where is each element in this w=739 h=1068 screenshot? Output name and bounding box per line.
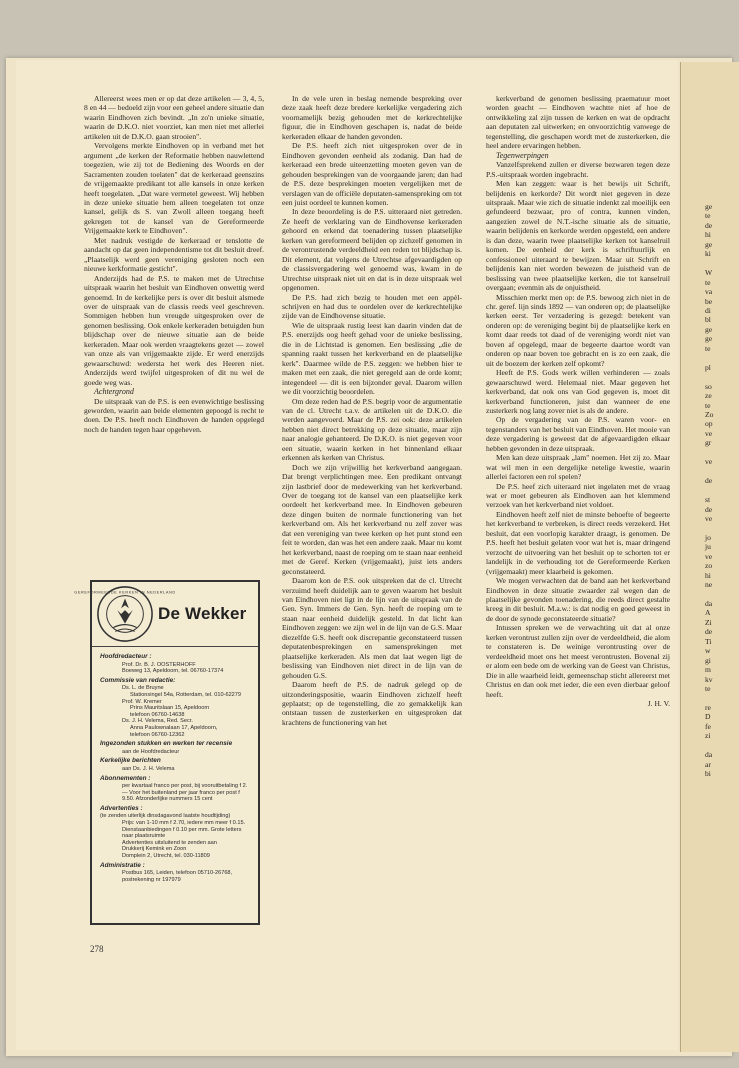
fragment: re: [705, 703, 711, 713]
fragment: w: [705, 646, 711, 656]
next-page-edge: [680, 62, 739, 1052]
fragment: ve: [705, 551, 713, 561]
fragment: jo: [705, 532, 711, 542]
paragraph: Wie de uitspraak rustig leest kan daarin vinden dat de P.S. enerzijds oog heeft gehad voor de unieke beslissing, die in de Lichtstad is genomen. Een beslissing „die de spanning raakt tussen het kerkverband en de plaatselijke kerk". Daarmee wilde de P.S. zeggen: we hebben hier te maken met een zaak, die niet geregeld aan de orde komt; integendeel — dit is een bijzonder geval. Daarom willen we dit voorzichtig beoordelen.: [282, 320, 462, 397]
fragment: be: [705, 296, 713, 306]
hoofdredacteur-heading: Hoofdredacteur :: [100, 653, 152, 660]
commissie-member-name: Prof. W. Kremer: [122, 698, 162, 705]
fragment: ve: [705, 513, 713, 523]
next-page-fragments: [705, 202, 713, 779]
paragraph: Allereerst wees men er op dat deze artikelen — 3, 4, 5, 8 en 44 — bedoeld zijn voor een geheel andere situatie dan waarin Eindhoven zich bevindt. „In zo'n unieke situatie, waarin de D.K.O. niet voorziet, kan men niet met allerlei artikelen uit de D.K.O. gaan strooien".: [84, 94, 264, 141]
commissie-member-name: Ds. J. H. Velema, Red. Secr.: [122, 718, 193, 725]
paragraph: In deze beoordeling is de P.S. uitteraard niet getreden. Ze heeft de verklaring van de Eindhovense kerkeraden gehoord en erkend dat toenadering tussen plaatselijke kerken van gereformeerd belijden op zichzelf genomen in de verontrustende verdeeldheid een reden tot blijdschap is. Dit element, dat volgens de Utrechtse afgevaardigden op de classisvergadering wel genoemd was, kwam in de Utrechtse uitspraak niet uit en dat is in deze uitspraak wel opgenomen.: [282, 207, 462, 293]
fragment: ge: [705, 334, 713, 344]
masthead-body: [92, 647, 258, 887]
fragment: Ti: [705, 636, 712, 646]
fragment: [705, 467, 713, 476]
abonnementen-heading: Abonnementen :: [100, 774, 151, 782]
fragment: op: [705, 419, 713, 429]
paragraph: kerkverband de genomen beslissing praematuur moet worden geacht — Eindhoven wachtte niet af hoe de ontwikkeling zal zijn tussen de kerken en wat de opdracht aan deputaten zal uitwerken; en onvoorzichtig vanwege de tegenstelling, die geschapen wordt met de zusterkerken, die heel andere ervaringen hebben.: [486, 94, 670, 151]
advertenties-price: Prijs: van 1-10 mm f 2.70, iedere mm meer f 0.15. Dienstaanbiedingen f 0.10 per mm. Grote letters naar plaatsruimte: [122, 820, 246, 840]
fragment: bi: [705, 769, 711, 779]
paragraph: Vanzelfsprekend zullen er diverse bezwaren tegen deze P.S.-uitspraak worden ingebracht.: [486, 160, 670, 179]
fragment: te: [705, 400, 711, 410]
kerkelijke-heading: Kerkelijke berichten: [100, 757, 161, 765]
paragraph: In de vele uren in beslag nemende bespreking over deze zaak heeft deze bredere kerkelijke vergadering zich voornamelijk bezig gehouden met de kerkrechtelijke figuur, die in Eindhoven geschapen is, nadat de beide kerkeraden elkaar de handen gevonden.: [282, 94, 462, 141]
fragment: [705, 741, 713, 750]
advertenties-note: Advertenties uitsluitend te zenden aan: [122, 839, 217, 846]
commissie-member-address: Stationsingel 54a, Rotterdam, tel. 010-62279: [130, 691, 242, 698]
paragraph: We mogen verwachten dat de band aan het kerkverband Eindhoven in deze situatie zwaarder zal wegen dan de plaatselijke gevonden toenadering, die reeds direct gestalte kreeg in dit besluit. M.a.w.: is dat nodig en goed geweest in de door de synode geconstateerde situatie?: [486, 576, 670, 623]
commissie-member-phone: telefoon 06760-14638: [130, 711, 185, 718]
fragment: te: [705, 684, 711, 694]
paragraph: Om deze reden had de P.S. begrip voor de argumentatie van de cl. Utrecht t.a.v. de artikelen uit de D.K.O. die werden aangevoerd. Maar de P.S. zei ook: deze artikelen hebben niet direct betrekking op deze situatie, maar zijn naar analogie gehanteerd. De D.K.O. is niet gegeven voor een situatie, waarin kerken in het binnenland elkaar erkennen als kerken van Christus.: [282, 396, 462, 463]
administratie-text: Postbus 165, Leiden, telefoon 05710-26768, postrekening nr 197979: [122, 870, 233, 883]
fragment: te: [705, 343, 711, 353]
fragment: ge: [705, 324, 713, 334]
masthead-title: De Wekker: [158, 604, 247, 623]
fragment: A: [705, 608, 711, 618]
fragment: de: [705, 504, 713, 514]
fragment: de: [705, 476, 713, 486]
fragment: va: [705, 287, 713, 297]
paragraph: Men kan deze uitspraak „lam" noemen. Het zij zo. Maar wat wil men in een dergelijke netelige kwestie, waarin allerlei factoren een rol spelen?: [486, 453, 670, 482]
fragment: hi: [705, 230, 711, 240]
paragraph: Heeft de P.S. Gods werk willen verhinderen — zoals gewaarschuwd werd. Helemaal niet. Maar gegeven het kerkverband, dat ook ons van God gegeven is, moet dit kerkverband functioneren, juist dan wanneer de ene zusterkerk nog lang zover niet is als de andere.: [486, 368, 670, 415]
fragment: ge: [705, 239, 713, 249]
paragraph: Daarom kon de P.S. ook uitspreken dat de cl. Utrecht verzuimd heeft duidelijk aan te geven waarom het besluit van Eindhoven niet ligt in de lijn van de uitspraak van de Gen. Syn. Immers de Gen. Syn. heeft de roeping om te staan naar eenheid duidelijk gesteld. In dat licht kan Eindhoven zeggen: we zijn wel in de lijn van de G.S. Maar diezelfde G.S. heeft ook discrepantie geconstateerd tussen deputatenbesprekingen en samensprekingen met plaatselijke kerkeraden. Als men dat laat wegen ligt de beslissing van Eindhoven niet direct in de lijn van de gehouden G.S.: [282, 576, 462, 680]
hoofdredacteur-name: Prof. Dr. B. J. OOSTERHOFF: [122, 661, 196, 668]
fragment: [705, 448, 713, 457]
page-number: 278: [90, 944, 104, 954]
fragment: ar: [705, 759, 711, 769]
drukkerij-address: Domplein 2, Utrecht, tel. 030-11809: [122, 853, 210, 860]
fragment: [705, 486, 713, 495]
fragment: Zi: [705, 617, 712, 627]
commissie-heading: Commissie van redactie:: [100, 676, 176, 684]
ingezonden-heading: Ingezonden stukken en werken ter recensie: [100, 740, 233, 748]
administratie-heading: Administratie :: [100, 861, 145, 869]
commissie-member-address: Anna Paulownalaan 17, Apeldoorn,: [130, 724, 218, 731]
fragment: da: [705, 750, 713, 760]
fragment: zi: [705, 731, 711, 741]
advertenties-heading: Advertenties :: [100, 804, 143, 812]
fragment: ge: [705, 202, 713, 211]
paragraph: Men kan zeggen: waar is het bewijs uit Schrift, belijdenis en kerkorde? Dit wordt niet gegeven in deze uitspraak. Maar wie zich de situatie indenkt zal moeilijk een gefundeerd bezwaar, pro of contra, kunnen vinden, aangezien zowel de N.T.-ische situatie als de situatie, waarin belijdenis en kerkorde werden opgesteld, een andere is dan deze, waarin twee plaatselijke kerken tot kanselruil komen. De eenheid der kerk is schriftuurlijk en confessioneel uiteraard te bewijzen. Maar uit Schrift en belijdenis kan niet worden bewezen de juistheid van de beslissing van twee plaatselijke kerken, die tot kanselruil overgaan; evenmin als de onjuistheid.: [486, 179, 670, 293]
fragment: W: [705, 268, 713, 278]
fragment: [705, 353, 713, 362]
advertenties-sub: (te zenden uiterlijk dinsdagavond laatste houdtijding): [100, 813, 231, 820]
paragraph: Vervolgens merkte Eindhoven op in verband met het argument „de kerken der Reformatie hebben nauwlettend toegezien, wie zij tot de Bediening des Woords en der Sacramenten zouden toelaten" dat de kerkeraad geenszins de vrijgemaakte predikant tot alle kansels in onze kerken heeft toegelaten. „Dat ware vermetel geweest. Wij hebben in deze unieke situatie hem alleen toegelaten tot onze kansel, gelijk ds S. van Zwoll alleen toegang heeft gekregen tot de kansel van de Gereformeerde Vrijgemaakte kerk te Eindhoven".: [84, 141, 264, 236]
fragment: m: [705, 665, 711, 675]
paragraph: Eindhoven heeft zelf niet de minste behoefte of begeerte het kerkverband te verbreken, is direct reeds verzekerd. Het besluit, dat een voorlopig karakter draagt, is genomen. De P.S. heeft het besluit gelaten voor wat het is, maar dringend verzocht de uitvoering van het besluit op te schorten tot er landelijk in de verhouding tot de Gereformeerde Kerken (vrijgemaakt) meer klaarheid is gekomen.: [486, 509, 670, 576]
paragraph: Op de vergadering van de P.S. waren voor- en tegenstanders van het besluit van Eindhoven. Het mooie van deze vergadering is geweest dat de afgevaardigden elkaar hebben gevonden in deze uitspraak.: [486, 415, 670, 453]
fragment: D: [705, 712, 711, 722]
fragment: ze: [705, 391, 712, 401]
fragment: te: [705, 277, 711, 287]
paragraph: Intussen spreken we de verwachting uit dat al onze kerken verontrust zullen zijn over de verdeeldheid, die alom te constateren is. De weinige verontrusting over de verdeeldheid moet ons het meest verontrusten. Bovenal zij er alom een bede om de werking van de Geest van Christus, Die in alle waarheid leidt, gemeenschap sticht allereerst met Christus en dan ook met ieder, die een even dierbaar geloof heeft.: [486, 623, 670, 699]
fragment: kv: [705, 674, 713, 684]
fragment: [705, 694, 713, 703]
abonnementen-text: per kwartaal franco per post, bij vooruitbetaling f 2.— Voor het buitenland per jaar franco per post f 9.50. Afzonderlijke nummers 15 cent: [122, 783, 248, 803]
paragraph: De P.S. heeft zich niet uitgesproken over de in Eindhoven gevonden eenheid als zodanig. Dan had de kerkeraad een brede uiteenzetting moeten geven van de gehouden besprekingen van de voorgaande jaren; dan had de P.S. deze besprekingen moeten vergelijken met de verslagen van de officiële deputaten-samenspreking om tot een juist oordeel te kunnen komen.: [282, 141, 462, 207]
fragment: gi: [705, 655, 711, 665]
fragment: fe: [705, 721, 711, 731]
fragment: pl: [705, 362, 711, 372]
fragment: gr: [705, 438, 712, 448]
subheading-tegenwerpingen: Tegenwerpingen: [496, 150, 549, 160]
fragment: [705, 523, 713, 532]
fragment: [705, 259, 713, 268]
seal-text: GEREFORMEERDE KERKEN IN NEDERLAND: [74, 590, 176, 595]
fragment: zo: [705, 561, 713, 571]
fragment: Zo: [705, 409, 714, 419]
column-3: [486, 94, 670, 708]
fragment: st: [705, 495, 711, 505]
hoofdredacteur-address: Boeweg 13, Apeldoorn, tel. 06760-17374: [122, 668, 224, 675]
paragraph: Doch we zijn vrijwillig het kerkverband aangegaan. Dat brengt verplichtingen mee. Een predikant ontvangt zijn lastbrief door de medewerking van het kerkverband. Over de toegang tot de kansel van een plaatselijke kerk oordeelt het kerkverband mee. In Eindhoven gebeuren deze dingen buiten de normale functionering van het kerkverband om. Als het kerkverband nu zelf zover was dat een vereniging van twee kerken op het punt stond een feit te worden, dan was het een andere zaak. Maar nu komt het kerkverband, naast de roeping om te staan naar eenheid met de Geref. Kerken (vrijgemaakt), juist iets anders geconstateerd.: [282, 462, 462, 576]
fragment: so: [705, 381, 712, 391]
church-seal-icon: [74, 585, 176, 643]
fragment: de: [705, 220, 713, 230]
column-2: [282, 94, 462, 727]
paragraph: Anderzijds had de P.S. te maken met de Utrechtse uitspraak waarin het besluit van Eindhoven onwettig werd genoemd. In de kerkelijke pers is over dit besluit alsmede over de uitspraak van de classis reeds veel geschreven. Sommigen hebben hun vreugde uitgesproken over de genomen beslissing. Ook enkele kerkeraden betuigden hun blijdschap over de nieuwe situatie aan de beide kerkeraden. Maar ook werden vraagtekens gezet — zowel van onze als van vrijgemaakte zijde. Er werd enerzijds gewaarschuwd: wedersta het werk des Heeren niet. Anderzijds werd twijfel uitgesproken of dit nu wel de goede weg was.: [84, 273, 264, 387]
fragment: [705, 372, 713, 381]
masthead-header: [74, 582, 258, 647]
de-wekker-masthead-box: [74, 580, 260, 925]
paragraph: Met nadruk vestigde de kerkeraad er tenslotte de aandacht op dat geen independentisme tot dit besluit dreef. „Plaatselijk werd geen vereniging gesloten noch een nieuwe kerkformatie gesticht".: [84, 235, 264, 274]
fragment: ne: [705, 580, 713, 590]
ingezonden-sub: aan de Hoofdredacteur: [122, 748, 180, 755]
paragraph: Misschien merkt men op: de P.S. bewoog zich niet in de chr. geref. lijn sinds 1892 — van onderen op; de plaatselijke kerken eerst. Ter verzadering is gezegd: betekent van onderen op: de vereniging begint bij de plaatselijke kerk en komt daar reeds tot daad of de vereniging wordt niet van boven af opgelegd, maar de begeerte daartoe wordt van onderen op naar boven toe gebracht en is zo een zaak, die uit de boezem der kerken zelf opkomt?: [486, 292, 670, 368]
paragraph: De uitspraak van de P.S. is een evenwichtige beslissing geworden, waarin aan beide elementen gepoogd is recht te doen. De P.S. heeft noch Eindhoven de handen opgelegd noch de handen tegen haar opgeheven.: [84, 396, 264, 434]
signature: J. H. V.: [647, 699, 670, 708]
paragraph: Daarom heeft de P.S. de nadruk gelegd op de uitzonderingspositie, waarin Eindhoven zichzelf heeft geplaatst; op de tegenstelling, die zo gemakkelijk kan ontstaan tussen de zusterkerken en uitgesproken dat krachtens de functionering van het: [282, 680, 462, 727]
commissie-member-name: Ds. L. de Bruyne: [122, 685, 164, 692]
drukkerij-name: Drukkerij Kemink en Zoon: [122, 846, 187, 853]
fragment: ve: [705, 428, 713, 438]
fragment: ki: [705, 249, 711, 259]
fragment: da: [705, 599, 713, 609]
commissie-member-address: Prins Mauritslaan 15, Apeldoorn: [130, 705, 210, 712]
paragraph: De P.S. heef zich uiteraard niet ingelaten met de vraag wat er moet gebeuren als Eindhoven aan het klemmend verzoek van het kerkverband niet voldoet.: [486, 481, 670, 510]
paragraph: De P.S. had zich bezig te houden met een appèl-schrijven en had dus te oordelen over de kerkrechtelijke zijde van de Eindhovense situatie.: [282, 292, 462, 321]
fragment: te: [705, 211, 711, 221]
fragment: di: [705, 305, 711, 315]
column-1: [84, 94, 264, 434]
commissie-member-phone: telefoon 06760-12362: [130, 731, 185, 738]
fragment: [705, 590, 713, 599]
fragment: ju: [705, 542, 711, 552]
fragment: de: [705, 627, 713, 637]
subheading-achtergrond: Achtergrond: [94, 387, 134, 397]
fragment: hi: [705, 570, 711, 580]
fragment: bl: [705, 315, 711, 325]
kerkelijke-sub: aan Ds. J. H. Velema: [122, 765, 175, 772]
fragment: ve: [705, 457, 713, 467]
